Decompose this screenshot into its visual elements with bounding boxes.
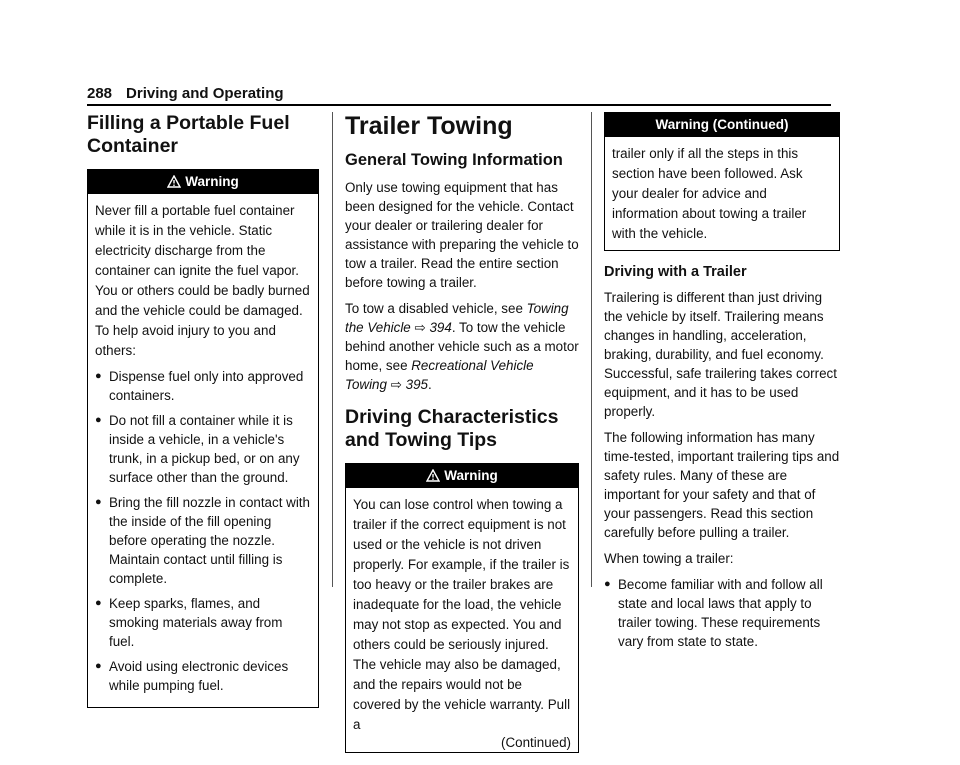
towing-reference-paragraph: To tow a disabled vehicle, see Towing the Vehicle ⇨ 394. To tow the vehicle behind another vehicle such as a motor home, see Recreational Vehicle Towing ⇨ 395. [345, 301, 579, 392]
bullet-icon: ● [604, 578, 611, 590]
list-item: ● Do not fill a container while it is inside a vehicle, in a vehicle's trunk, in a pickup bed, or on any surface other than the ground. [95, 413, 300, 485]
column-left [87, 112, 319, 720]
trailering-paragraph: Trailering is different than just driving the vehicle by itself. Trailering means changes in handling, acceleration, braking, durability, and fuel economy. Successful, safe trailering takes correct equipment, and it has to be used properly. [604, 290, 837, 419]
list-item: ● Dispense fuel only into approved containers. [95, 369, 304, 403]
warning-continued-header: Warning (Continued) [605, 113, 839, 137]
towing-bullet-list [604, 575, 840, 651]
list-item: ● Become familiar with and follow all state and local laws that apply to trailer towing. These requirements vary from state to state. [604, 577, 823, 649]
warning-triangle-icon [167, 172, 181, 196]
warning-bullet-list [95, 367, 311, 695]
trailering-tips-paragraph: The following information has many time-tested, important trailering tips and safety rules. Many of these are important for your safety and that of your passengers. Read this section carefully before pulling a trailer. [604, 430, 840, 540]
continued-label: (Continued) [501, 735, 571, 750]
warning-triangle-icon [426, 466, 440, 490]
warning-text: You can lose control when towing a trailer if the correct equipment is not used or the vehicle is not driven properly. For example, if the trailer is too heavy or the trailer brakes are inadequate for the load, the vehicle may not stop as expected. You and others could be seriously injured. The vehicle may also be damaged, and the repairs would not be covered by the vehicle warranty. Pull a [353, 497, 571, 732]
fuel-warning-box [87, 169, 319, 708]
column-right [604, 112, 840, 657]
towing-warning-box [345, 463, 579, 753]
fuel-container-heading: Filling a Portable Fuel Container [87, 112, 290, 157]
page-reference-arrow-icon: ⇨ [414, 320, 426, 335]
warning-header [88, 170, 318, 194]
general-towing-heading: General Towing Information [345, 151, 563, 169]
page-header [87, 84, 829, 103]
column-divider-right [591, 112, 592, 587]
bullet-icon: ● [95, 414, 102, 426]
warning-label: Warning [185, 174, 239, 189]
when-towing-paragraph: When towing a trailer: [604, 551, 734, 566]
continued-warning-box [604, 112, 840, 251]
page-reference-arrow-icon: ⇨ [390, 377, 402, 392]
header-rule [87, 104, 831, 106]
column-divider-left [332, 112, 333, 587]
general-towing-paragraph: Only use towing equipment that has been designed for the vehicle. Contact your dealer or trailering dealer for assistance with preparing the vehicle to tow a trailer. Read the entire section before towing a trailer. [345, 180, 579, 290]
page-number: 288 [87, 85, 113, 102]
warning-text: trailer only if all the steps in this section have been followed. Ask your dealer for advice and information about towing a trailer with the vehicle. [612, 146, 807, 241]
towing-the-vehicle-link[interactable]: Towing the Vehicle ⇨ 394 [345, 301, 569, 335]
list-item: ● Keep sparks, flames, and smoking materials away from fuel. [95, 596, 283, 649]
warning-text: Never fill a portable fuel container while it is in the vehicle. Static electricity discharge from the container can ignite the fuel vapor. You or others could be badly burned and the vehicle could be damaged. To help avoid injury to you and others: [95, 203, 310, 358]
recreational-vehicle-towing-link[interactable]: Recreational Vehicle Towing ⇨ 395 [345, 358, 534, 392]
section-title: Driving and Operating [126, 85, 284, 102]
warning-header [346, 464, 578, 488]
bullet-icon: ● [95, 597, 102, 609]
driving-characteristics-heading: Driving Characteristics and Towing Tips [345, 406, 559, 451]
list-item: ● Avoid using electronic devices while pumping fuel. [95, 659, 289, 693]
column-middle [345, 112, 579, 765]
warning-label: Warning [444, 468, 498, 483]
bullet-icon: ● [95, 660, 102, 672]
list-item: ● Bring the fill nozzle in contact with the inside of the fill opening before operating the nozzle. Maintain contact until filling is complete. [95, 495, 310, 586]
driving-with-trailer-heading: Driving with a Trailer [604, 264, 747, 280]
bullet-icon: ● [95, 496, 102, 508]
bullet-icon: ● [95, 370, 102, 382]
trailer-towing-title: Trailer Towing [345, 112, 513, 140]
